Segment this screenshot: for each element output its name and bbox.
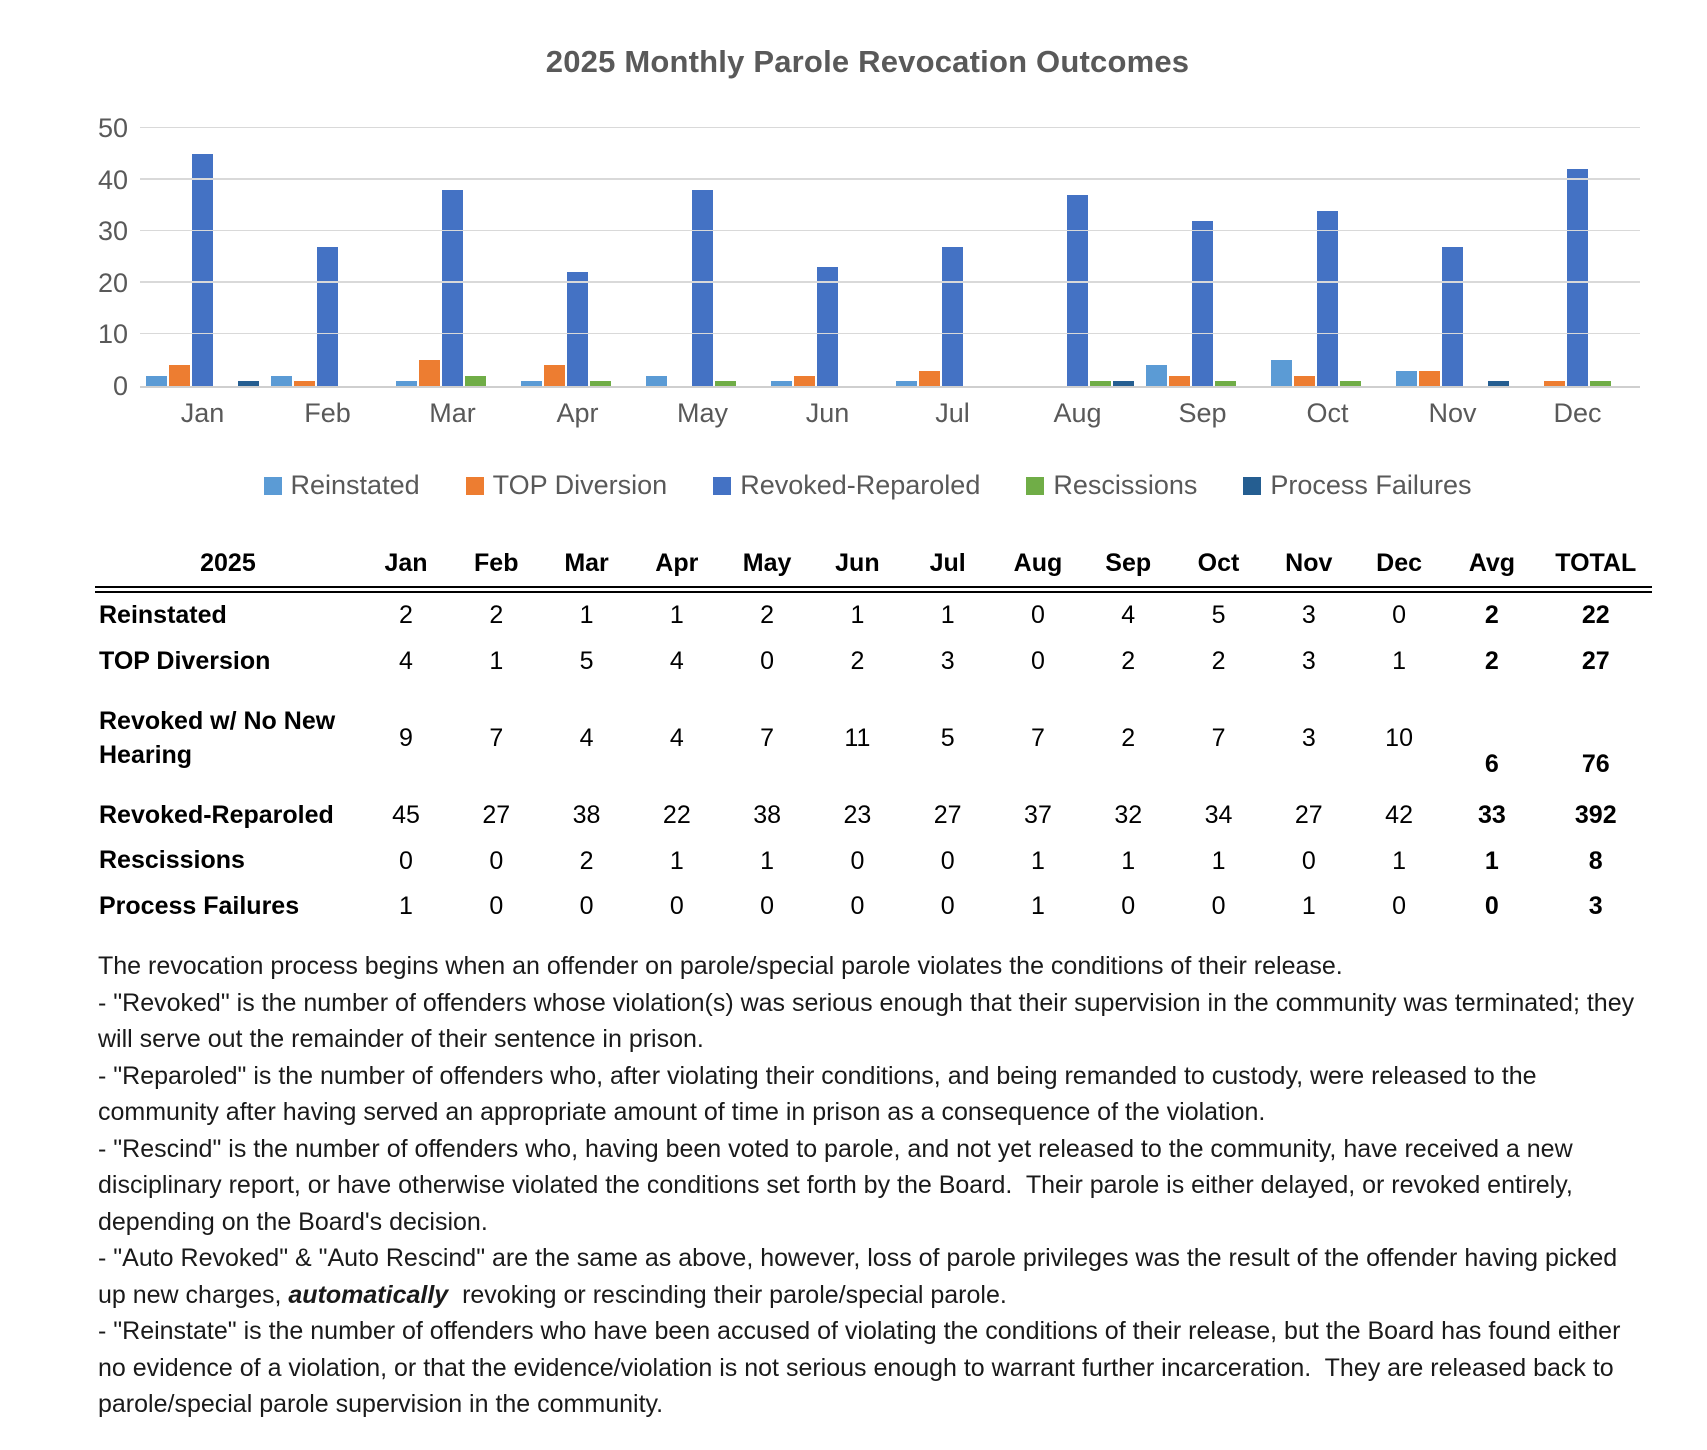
- table-header-dec: Dec: [1376, 549, 1423, 577]
- bar-revoked-reparoled-apr: [567, 272, 588, 386]
- legend-swatch-revoked-reparoled: [713, 477, 731, 495]
- value-cell: 0: [760, 892, 775, 921]
- legend-swatch-top-diversion: [466, 477, 484, 495]
- table-row-top-diversion: [95, 639, 1652, 685]
- value-cell: 27: [1294, 800, 1323, 829]
- notes: [98, 948, 1643, 1423]
- bar-top-diversion-feb: [294, 381, 315, 386]
- x-axis-label-oct: Oct: [1306, 398, 1349, 428]
- row-label: Process Failures: [99, 892, 300, 920]
- value-cell: 1: [940, 601, 955, 630]
- x-axis-label-may: May: [676, 398, 728, 428]
- value-cell: 1: [1301, 892, 1316, 921]
- value-cell: 7: [760, 724, 775, 752]
- value-cell: 3: [1588, 892, 1603, 921]
- value-cell: 1: [1121, 846, 1136, 875]
- value-cell: 1: [1031, 846, 1045, 875]
- value-cell: 1: [1392, 846, 1407, 875]
- value-cell: 0: [1031, 601, 1045, 630]
- legend-label: Revoked-Reparoled: [740, 470, 981, 500]
- bar-reinstated-mar: [396, 381, 417, 386]
- bar-group-jun: [765, 128, 890, 386]
- gridline: [140, 127, 1640, 129]
- row-label: Revoked-Reparoled: [99, 800, 334, 829]
- row-label: Revoked w/ No New Hearing: [99, 706, 336, 769]
- bar-reinstated-sep: [1146, 365, 1167, 386]
- value-cell: 5: [940, 724, 955, 752]
- row-label: Reinstated: [99, 601, 227, 629]
- gridline: [140, 333, 1640, 335]
- value-cell: 76: [1581, 749, 1610, 778]
- bar-group-apr: [515, 128, 640, 386]
- table-row-revoked-w-no-new-hearing: [95, 685, 1652, 793]
- value-cell: 0: [1031, 647, 1045, 676]
- value-cell: 1: [669, 846, 684, 875]
- bar-reinstated-feb: [271, 376, 292, 386]
- x-axis-label-jan: Jan: [180, 398, 225, 428]
- bar-group-aug: [1015, 128, 1140, 386]
- value-cell: 0: [1392, 892, 1407, 921]
- row-label: Rescissions: [99, 846, 245, 875]
- table-header-row: [95, 545, 1652, 590]
- value-cell: 5: [579, 647, 594, 676]
- value-cell: 4: [579, 724, 594, 752]
- note-paragraph-1: The revocation process begins when an offender on parole/special parole violates the conditions of their release.: [98, 952, 1343, 980]
- value-cell: 0: [669, 892, 684, 921]
- value-cell: 3: [1301, 724, 1316, 752]
- x-axis-label-feb: Feb: [304, 398, 351, 428]
- value-cell: 0: [1211, 892, 1226, 921]
- value-cell: 2: [1121, 647, 1136, 676]
- y-axis-tick-label: 30: [97, 216, 128, 247]
- y-axis-tick-label: 20: [97, 267, 128, 298]
- value-cell: 2: [760, 601, 775, 630]
- value-cell: 0: [850, 892, 865, 921]
- x-axis-labels: [140, 398, 1640, 429]
- legend: [95, 470, 1640, 501]
- bar-revoked-reparoled-may: [692, 190, 713, 386]
- x-axis-label-dec: Dec: [1553, 398, 1602, 428]
- y-axis-tick-label: 50: [97, 113, 128, 143]
- bar-top-diversion-sep: [1169, 376, 1190, 386]
- note-text: revoking or rescinding their parole/special parole.: [448, 1280, 1007, 1309]
- bar-rescissions-aug: [1090, 381, 1111, 386]
- plot-area: [140, 128, 1640, 388]
- bar-reinstated-oct: [1271, 360, 1292, 386]
- bar-process-failures-jan: [238, 381, 259, 386]
- table-header-apr: Apr: [655, 549, 699, 577]
- value-cell: 0: [760, 647, 775, 676]
- bar-rescissions-oct: [1340, 381, 1361, 386]
- bar-rescissions-dec: [1590, 381, 1611, 386]
- legend-swatch-rescissions: [1026, 477, 1044, 495]
- bar-revoked-reparoled-oct: [1317, 211, 1338, 386]
- value-cell: 1: [1031, 892, 1045, 921]
- bar-process-failures-nov: [1488, 381, 1509, 386]
- value-cell: 4: [399, 647, 413, 676]
- y-axis-tick-label: 40: [97, 164, 128, 195]
- table-row-rescissions: [95, 838, 1652, 884]
- note-paragraph-4: - "Rescind" is the number of offenders who, having been voted to parole, and not yet released to the community, have received a new disciplinary report, or have otherwise violated the conditions set forth by the Board. Their parole is either delayed, or revoked entirely, depending on the Board's decision.: [98, 1134, 1580, 1236]
- table-row-reinstated: [95, 590, 1652, 639]
- value-cell: 0: [1301, 846, 1316, 875]
- value-cell: 0: [940, 892, 955, 921]
- bar-reinstated-jun: [771, 381, 792, 386]
- bar-top-diversion-oct: [1294, 376, 1315, 386]
- bar-revoked-reparoled-nov: [1442, 247, 1463, 386]
- bar-group-may: [640, 128, 765, 386]
- table-header-jun: Jun: [835, 549, 880, 577]
- value-cell: 0: [850, 846, 865, 875]
- value-cell: 2: [1484, 647, 1499, 676]
- value-cell: 22: [662, 800, 691, 829]
- x-axis-label-jun: Jun: [805, 398, 850, 428]
- bar-rescissions-apr: [590, 381, 611, 386]
- value-cell: 1: [760, 846, 775, 875]
- table-header-jan: Jan: [384, 549, 428, 577]
- note-paragraph-2: - "Revoked" is the number of offenders whose violation(s) was serious enough that their supervision in the community was terminated; they will serve out the remainder of their sentence in prison.: [98, 988, 1642, 1053]
- value-cell: 1: [1211, 846, 1226, 875]
- table-header-feb: Feb: [474, 549, 519, 577]
- value-cell: 7: [1031, 724, 1045, 752]
- value-cell: 27: [1581, 647, 1610, 676]
- value-cell: 2: [1211, 647, 1226, 676]
- value-cell: 32: [1114, 800, 1143, 829]
- value-cell: 7: [1211, 724, 1226, 752]
- value-cell: 5: [1211, 601, 1226, 630]
- value-cell: 1: [1392, 647, 1407, 676]
- bar-group-oct: [1265, 128, 1390, 386]
- table-row-process-failures: [95, 884, 1652, 930]
- legend-swatch-reinstated: [264, 477, 282, 495]
- value-cell: 1: [850, 601, 865, 630]
- legend-label: TOP Diversion: [492, 470, 668, 500]
- bar-revoked-reparoled-sep: [1192, 221, 1213, 386]
- bars-row: [140, 128, 1640, 386]
- table-header-jul: Jul: [929, 549, 966, 577]
- value-cell: 1: [669, 601, 684, 630]
- value-cell: 4: [1121, 601, 1136, 630]
- value-cell: 0: [1121, 892, 1136, 921]
- value-cell: 4: [669, 724, 684, 752]
- table-header-avg: Avg: [1468, 549, 1516, 577]
- table-row-revoked-reparoled: [95, 793, 1652, 839]
- bar-group-nov: [1390, 128, 1515, 386]
- bar-group-jul: [890, 128, 1015, 386]
- value-cell: 0: [399, 846, 413, 875]
- table-header-total: TOTAL: [1555, 549, 1637, 577]
- x-axis-label-aug: Aug: [1053, 398, 1102, 428]
- gridline: [140, 178, 1640, 180]
- value-cell: 1: [399, 892, 413, 921]
- table-header-year: 2025: [200, 549, 256, 577]
- value-cell: 0: [489, 892, 504, 921]
- value-cell: 0: [489, 846, 504, 875]
- row-label: TOP Diversion: [99, 646, 271, 675]
- bar-revoked-reparoled-jun: [817, 267, 838, 386]
- bar-group-sep: [1140, 128, 1265, 386]
- value-cell: 0: [1484, 892, 1499, 921]
- legend-label: Rescissions: [1053, 470, 1198, 500]
- table-header: [95, 545, 1652, 590]
- x-axis-label-sep: Sep: [1178, 398, 1227, 428]
- value-cell: 2: [579, 846, 594, 875]
- value-cell: 3: [940, 647, 955, 676]
- bar-revoked-reparoled-mar: [442, 190, 463, 386]
- bar-rescissions-mar: [465, 376, 486, 386]
- table-header-mar: Mar: [564, 549, 609, 577]
- value-cell: 34: [1204, 800, 1233, 829]
- value-cell: 27: [482, 800, 511, 829]
- chart-title: 2025 Monthly Parole Revocation Outcomes: [545, 44, 1190, 79]
- value-cell: 42: [1385, 800, 1413, 829]
- value-cell: 0: [579, 892, 594, 921]
- legend-item-rescissions: [1026, 470, 1197, 501]
- value-cell: 2: [489, 601, 504, 630]
- value-cell: 1: [1484, 846, 1499, 875]
- bar-group-mar: [390, 128, 515, 386]
- legend-label: Reinstated: [290, 470, 420, 500]
- value-cell: 1: [489, 647, 504, 676]
- note-emphasis: automatically: [288, 1280, 449, 1309]
- value-cell: 33: [1477, 800, 1506, 829]
- bar-revoked-reparoled-aug: [1067, 195, 1088, 386]
- value-cell: 3: [1301, 601, 1316, 630]
- x-axis-label-mar: Mar: [429, 398, 476, 428]
- bar-top-diversion-jul: [919, 371, 940, 386]
- value-cell: 3: [1301, 647, 1316, 676]
- bar-group-dec: [1515, 128, 1640, 386]
- bar-process-failures-aug: [1113, 381, 1134, 386]
- y-axis-tick-label: 10: [97, 319, 128, 350]
- bar-group-feb: [265, 128, 390, 386]
- data-table: [95, 545, 1652, 930]
- x-axis-label-jul: Jul: [935, 398, 970, 428]
- value-cell: 10: [1385, 724, 1413, 752]
- y-axis-tick-label: 0: [112, 371, 128, 401]
- bar-reinstated-may: [646, 376, 667, 386]
- legend-label: Process Failures: [1270, 470, 1472, 500]
- table-header-aug: Aug: [1013, 549, 1063, 577]
- bar-top-diversion-apr: [544, 365, 565, 386]
- bar-rescissions-may: [715, 381, 736, 386]
- legend-item-top-diversion: [466, 470, 668, 501]
- value-cell: 22: [1581, 601, 1610, 630]
- note-text: - "Auto Revoked" & "Auto Rescind" are the same as above, however, loss of parole privileges was the result of the offender having picked up new charges,: [98, 1244, 1625, 1309]
- table-header-nov: Nov: [1285, 549, 1333, 577]
- bar-top-diversion-mar: [419, 360, 440, 386]
- value-cell: 7: [489, 724, 504, 752]
- bar-top-diversion-nov: [1419, 371, 1440, 386]
- value-cell: 6: [1484, 749, 1499, 778]
- value-cell: 9: [399, 724, 413, 752]
- value-cell: 38: [753, 800, 782, 829]
- table-header-sep: Sep: [1105, 549, 1152, 577]
- note-paragraph-3: - "Reparoled" is the number of offenders who, after violating their conditions, and being remanded to custody, were released to the community after having served an appropriate amount of time in prison as a consequence of the violation.: [98, 1061, 1544, 1126]
- bar-reinstated-nov: [1396, 371, 1417, 386]
- gridline: [140, 230, 1640, 232]
- bar-reinstated-apr: [521, 381, 542, 386]
- value-cell: 4: [669, 647, 684, 676]
- table-header-may: May: [742, 549, 792, 577]
- value-cell: 37: [1024, 800, 1052, 829]
- value-cell: 2: [399, 601, 413, 630]
- bar-reinstated-jan: [146, 376, 167, 386]
- value-cell: 38: [572, 800, 601, 829]
- table-header-oct: Oct: [1197, 549, 1240, 577]
- table-body: [95, 590, 1652, 930]
- bar-top-diversion-jun: [794, 376, 815, 386]
- value-cell: 2: [850, 647, 865, 676]
- bar-revoked-reparoled-jan: [192, 154, 213, 386]
- value-cell: 1: [579, 601, 594, 630]
- value-cell: 2: [1484, 601, 1499, 630]
- legend-item-process-failures: [1243, 470, 1471, 501]
- value-cell: 2: [1121, 724, 1136, 752]
- legend-item-reinstated: [264, 470, 420, 501]
- x-axis-label-apr: Apr: [556, 398, 599, 428]
- bar-top-diversion-jan: [169, 365, 190, 386]
- value-cell: 45: [392, 800, 420, 829]
- note-paragraph-5: [98, 1240, 1643, 1313]
- gridline: [140, 281, 1640, 283]
- value-cell: 23: [843, 800, 872, 829]
- value-cell: 11: [844, 724, 871, 752]
- bar-rescissions-sep: [1215, 381, 1236, 386]
- legend-item-revoked-reparoled: [713, 470, 980, 501]
- bar-revoked-reparoled-jul: [942, 247, 963, 386]
- value-cell: 27: [933, 800, 962, 829]
- x-axis-label-nov: Nov: [1428, 398, 1477, 428]
- bar-revoked-reparoled-feb: [317, 247, 338, 386]
- legend-swatch-process-failures: [1243, 477, 1261, 495]
- bar-revoked-reparoled-dec: [1567, 169, 1588, 386]
- value-cell: 392: [1574, 800, 1617, 829]
- value-cell: 0: [940, 846, 955, 875]
- value-cell: 8: [1588, 846, 1603, 875]
- bar-group-jan: [140, 128, 265, 386]
- value-cell: 0: [1392, 601, 1407, 630]
- bar-reinstated-jul: [896, 381, 917, 386]
- bar-top-diversion-dec: [1544, 381, 1565, 386]
- note-paragraph-6: - "Reinstate" is the number of offenders who have been accused of violating the conditions of their release, but the Board has found either no evidence of a violation, or that the evidence/violation is not serious enough to warrant further incarceration. They are released back to parole/special parole supervision in the community.: [98, 1317, 1628, 1418]
